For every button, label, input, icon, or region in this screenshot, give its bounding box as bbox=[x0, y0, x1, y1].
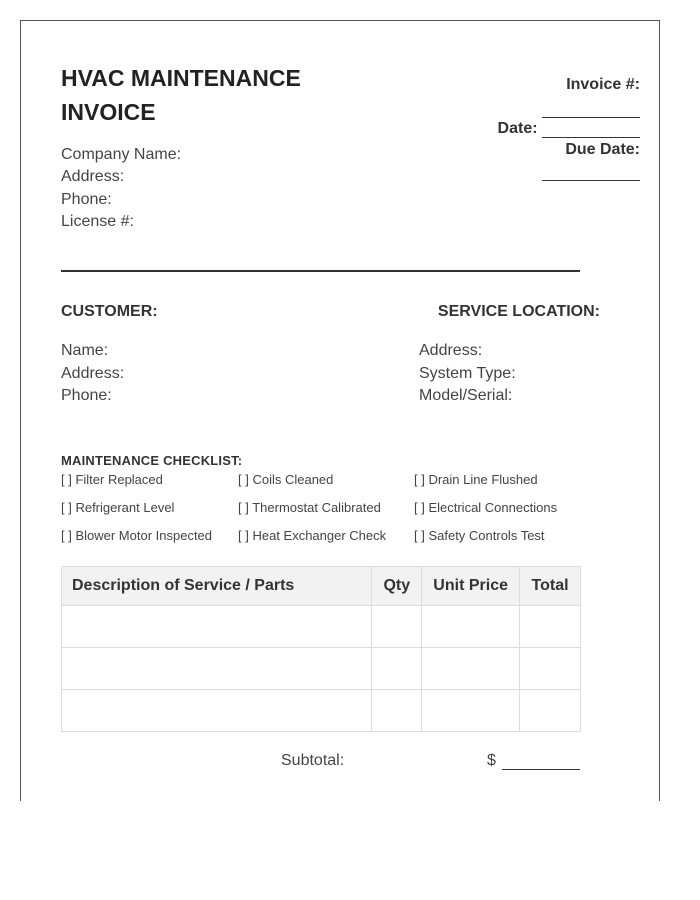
checklist-item[interactable]: [ ] Coils Cleaned bbox=[238, 472, 334, 487]
invoice-title: HVAC MAINTENANCE INVOICE bbox=[61, 65, 301, 125]
invoice-meta bbox=[498, 76, 640, 185]
header-divider bbox=[61, 270, 580, 272]
description-cell[interactable] bbox=[62, 648, 372, 690]
checklist-item[interactable]: [ ] Thermostat Calibrated bbox=[238, 500, 381, 515]
customer-phone-label: Phone: bbox=[61, 387, 112, 404]
checklist-item[interactable]: [ ] Filter Replaced bbox=[61, 472, 163, 487]
table-row bbox=[62, 606, 581, 648]
table-row bbox=[62, 648, 581, 690]
company-address-label: Address: bbox=[61, 168, 125, 186]
unit-price-cell[interactable] bbox=[422, 648, 520, 690]
checklist-title: MAINTENANCE CHECKLIST: bbox=[61, 453, 243, 468]
company-license-label: License #: bbox=[61, 212, 134, 230]
checklist-item[interactable]: [ ] Heat Exchanger Check bbox=[238, 528, 387, 543]
column-header-qty: Qty bbox=[372, 567, 422, 606]
invoice-number-label: Invoice #: bbox=[566, 76, 640, 93]
checklist-item[interactable]: [ ] Blower Motor Inspected bbox=[61, 528, 213, 543]
subtotal-field[interactable] bbox=[502, 755, 580, 770]
total-cell[interactable] bbox=[520, 648, 581, 690]
subtotal-label: Subtotal: bbox=[281, 752, 345, 769]
unit-price-cell[interactable] bbox=[422, 606, 520, 648]
company-info bbox=[61, 144, 181, 233]
total-cell[interactable] bbox=[520, 606, 581, 648]
table-row bbox=[62, 690, 581, 732]
due-date-label: Due Date: bbox=[565, 141, 640, 158]
subtotal-value bbox=[487, 752, 580, 770]
date-field[interactable] bbox=[542, 123, 640, 138]
customer-address-label: Address: bbox=[61, 364, 125, 382]
total-cell[interactable] bbox=[520, 690, 581, 732]
checklist-item[interactable]: [ ] Refrigerant Level bbox=[61, 500, 175, 515]
currency-symbol: $ bbox=[487, 752, 496, 769]
system-type-label: System Type: bbox=[419, 364, 516, 382]
customer-heading: CUSTOMER: bbox=[61, 303, 158, 320]
services-table bbox=[61, 566, 581, 732]
column-header-total: Total bbox=[520, 567, 581, 606]
description-cell[interactable] bbox=[62, 690, 372, 732]
due-date-field[interactable] bbox=[542, 166, 640, 181]
customer-name-label: Name: bbox=[61, 342, 109, 359]
unit-price-cell[interactable] bbox=[422, 690, 520, 732]
table-header-row bbox=[62, 567, 581, 606]
service-location-heading: SERVICE LOCATION: bbox=[437, 303, 600, 320]
invoice-number-field[interactable] bbox=[542, 103, 640, 118]
model-serial-label: Model/Serial: bbox=[419, 387, 513, 404]
description-cell[interactable] bbox=[62, 606, 372, 648]
checklist-item[interactable]: [ ] Safety Controls Test bbox=[414, 528, 545, 543]
date-label: Date: bbox=[497, 120, 538, 137]
qty-cell[interactable] bbox=[372, 648, 422, 690]
qty-cell[interactable] bbox=[372, 606, 422, 648]
checklist-item[interactable]: [ ] Drain Line Flushed bbox=[414, 472, 538, 487]
service-location-fields bbox=[419, 340, 516, 408]
column-header-description: Description of Service / Parts bbox=[62, 567, 372, 606]
company-phone-label: Phone: bbox=[61, 190, 112, 208]
checklist-item[interactable]: [ ] Electrical Connections bbox=[414, 500, 558, 515]
location-address-label: Address: bbox=[419, 342, 483, 359]
qty-cell[interactable] bbox=[372, 690, 422, 732]
customer-fields bbox=[61, 340, 124, 408]
company-name-label: Company Name: bbox=[61, 146, 182, 163]
column-header-unit-price: Unit Price bbox=[422, 567, 520, 606]
